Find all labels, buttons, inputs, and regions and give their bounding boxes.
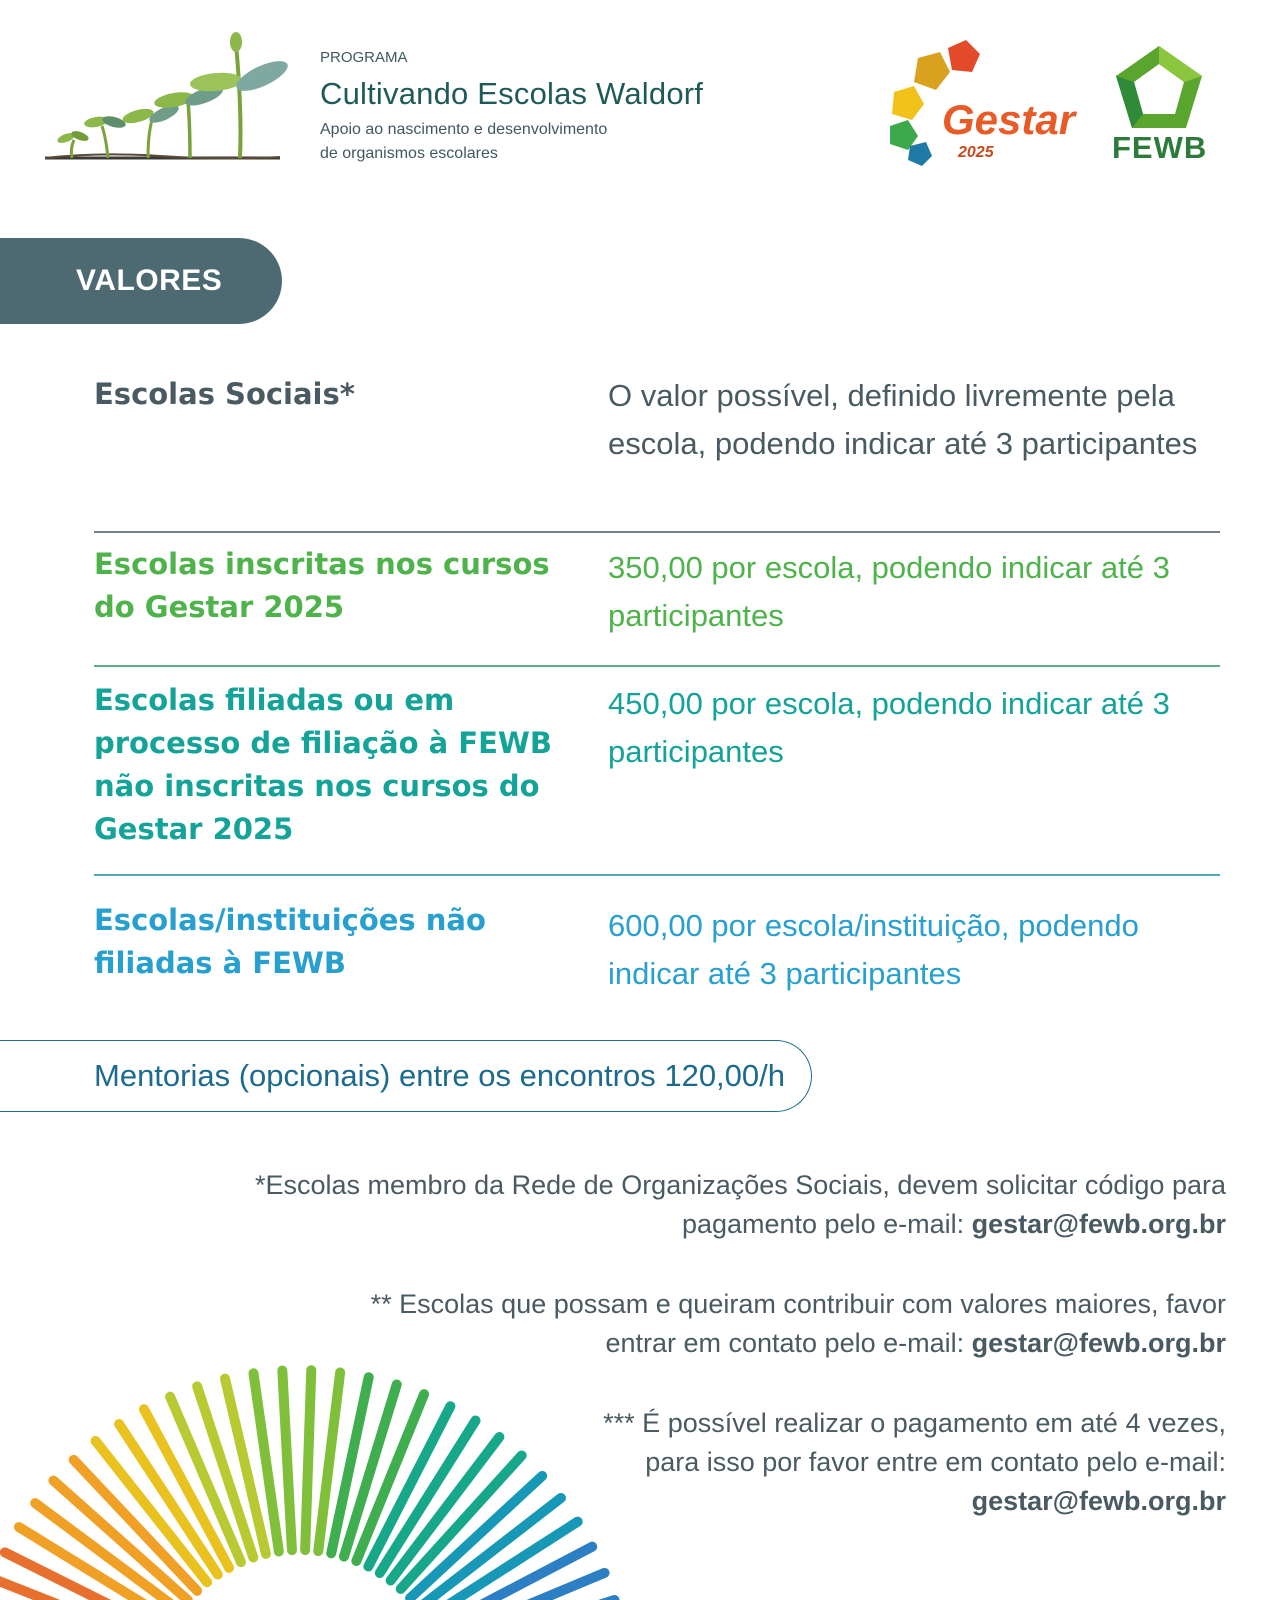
footnote-3-line-1: *** É possível realizar o pagamento em até 4 vezes, [603,1408,1226,1438]
row-value-escolas-inscritas: 350,00 por escola, podendo indicar até 3 participantes [608,550,1170,633]
section-title: VALORES [76,264,223,297]
program-subtitle-line-2: de organismos escolares [320,145,498,162]
program-subtitle-line-1: Apoio ao nascimento e desenvolvimento [320,121,608,138]
row-divider [94,531,1220,533]
fewb-logo-text: FEWB [1112,130,1208,165]
footnote-2-line-2-text: entrar em contato pelo e-mail: [605,1328,972,1358]
row-divider [94,874,1220,876]
footnote-1-line-2-text: pagamento pelo e-mail: [681,1209,972,1239]
row-value-escolas-nao-filiadas: 600,00 por escola/instituição, podendo indicar até 3 participantes [608,908,1139,991]
row-value-escolas-sociais: O valor possível, definido livremente pela escola, podendo indicar até 3 participantes [608,378,1198,461]
row-value-escolas-filiadas: 450,00 por escola, podendo indicar até 3 participantes [608,686,1170,769]
footnote-3 [603,1404,1226,1521]
footnote-2 [371,1285,1226,1363]
mentoring-pill [0,1040,812,1112]
footnote-1-line-2 [255,1205,1226,1244]
row-divider [94,665,1220,667]
row-label-escolas-nao-filiadas: Escolas/instituições não filiadas à FEWB [94,903,486,980]
footnote-3-email-link[interactable]: gestar@fewb.org.br [971,1486,1226,1516]
footnote-2-email-link[interactable]: gestar@fewb.org.br [971,1328,1226,1358]
mentoring-text: Mentorias (opcionais) entre os encontros 120,00/h [94,1058,786,1093]
footnote-3-line-2: para isso por favor entre em contato pelo e-mail: [645,1447,1226,1477]
gestar-logo-text: Gestar [942,96,1076,143]
footnote-1-email-link[interactable]: gestar@fewb.org.br [971,1209,1226,1239]
program-label: PROGRAMA [320,49,408,66]
row-label-escolas-filiadas: Escolas filiadas ou em processo de filiação à FEWB não inscritas nos cursos do Gestar 2025 [94,683,553,846]
burst-ray [305,1370,311,1550]
fewb-logo-icon [1112,42,1206,132]
row-label-escolas-sociais: Escolas Sociais* [94,377,355,411]
footnote-2-line-2 [371,1324,1226,1363]
footnote-1-line-1: *Escolas membro da Rede de Organizações Sociais, devem solicitar código para [255,1170,1226,1200]
burst-ray [282,1370,292,1550]
gestar-logo-year: 2025 [958,144,994,161]
program-title: Cultivando Escolas Waldorf [320,76,704,111]
footnote-3-line-3 [603,1482,1226,1521]
footnote-1 [255,1166,1226,1244]
row-label-escolas-inscritas: Escolas inscritas nos cursos do Gestar 2025 [94,547,550,624]
section-header-pill [0,238,282,324]
seedlings-illustration [40,30,290,165]
footnote-2-line-1: ** Escolas que possam e queiram contribuir com valores maiores, favor [370,1289,1226,1319]
